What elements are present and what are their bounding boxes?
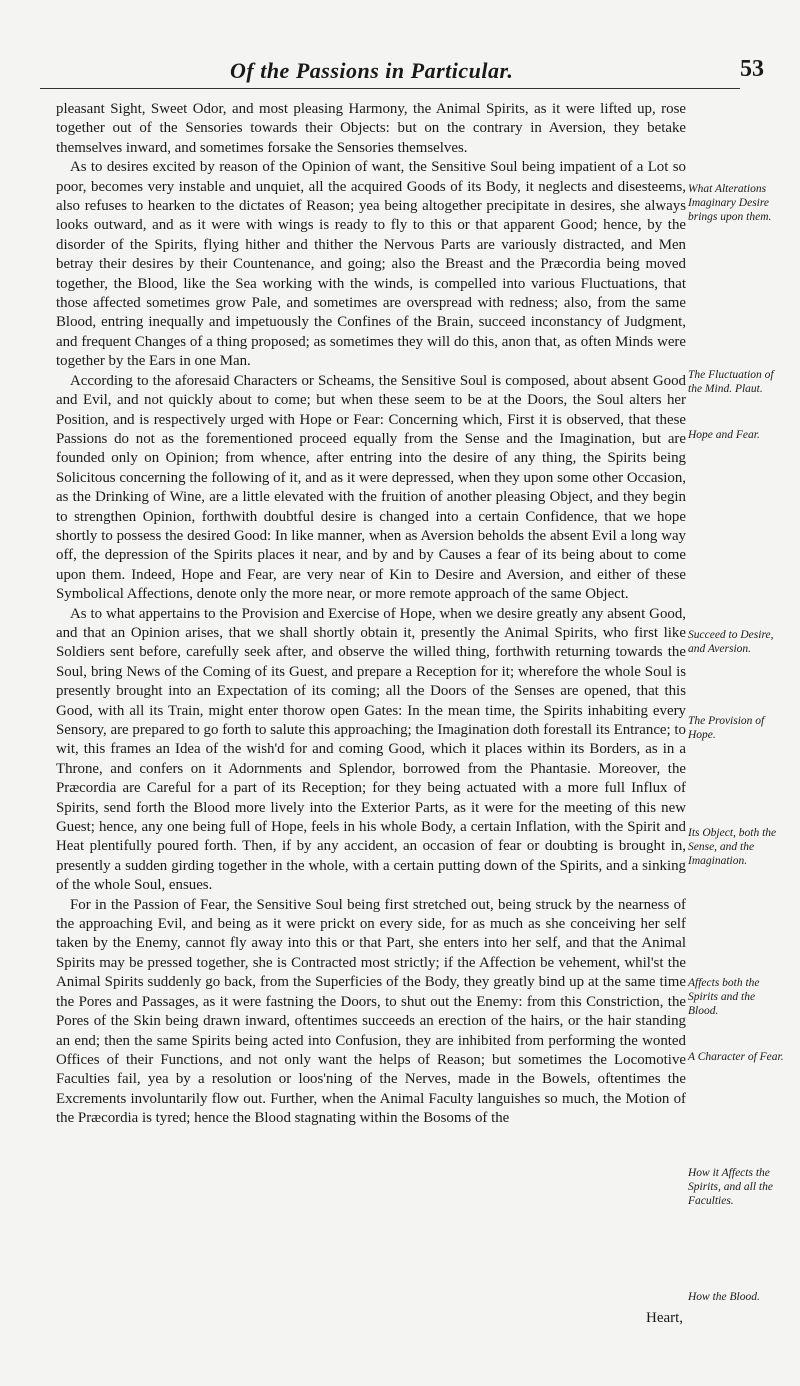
marginal-note: The Provision of Hope. xyxy=(688,715,765,741)
paragraph: According to the aforesaid Characters or Scheams, the Sensitive Soul is composed, about absent Good and Evil, and not quickly about to come; but when these seem to be at the Doors, the Soul alters her Position, and is respectively urged with Hope or Fear: Concerning which, First it is observed, that these Passions do not as the forementioned proceed equally from the Sense and the Imagination, but are founded only on Opinion; from whence, after entring into the desire of any thing, the Spirits being Solicitous concerning the following of it, and as it were depressed, when they upon some other Occasion, as the Drinking of Wine, are a little elevated with the fruition of another pleasing Object, and they begin to strengthen Opinion, forthwith doubtful desire is changed into a certain Confidence, that we hope shortly to possess the desired Good: In like manner, when as Aversion beholds the absent Evil a long way off, the depression of the Spirits places it near, and by and by Causes a fear of its being about to come upon them. Indeed, Hope and Fear, are very near of Kin to Desire and Aversion, and either of these Symbolical Affections, denote only the more near, or more remote approach of the same Object. xyxy=(56,372,686,603)
page-header xyxy=(40,58,780,88)
paragraph: As to desires excited by reason of the Opinion of want, the Sensitive Soul being impatient of a Lot so poor, becomes very instable and unquiet, all the acquired Goods of its Body, it neglects and disesteems, also refuses to hearken to the dictates of Reason; yea being altogether precipitate in desires, she always looks outward, and as it were with wings is ready to fly to this or that apparent Good; hence, by the disorder of the Spirits, flying hither and thither the Nervous Parts are variously distracted, and Men betray their desires by their Countenance, and going; also the Breast and the Præcordia being moved together, the Blood, like the Sea working with the winds, is compelled into various Fluctuations, that those affected sometimes grow Pale, and sometimes are overspread with redness; also, from the same Blood, entring inequally and impetuously the Confines of the Brain, succeed inconstancy of Judgment, and frequent Changes of a thing proposed; as sometimes they will do this, anon that, as often Minds were together by the Ears in one Man. xyxy=(56,159,686,370)
marginal-note: Hope and Fear. xyxy=(688,429,760,441)
paragraph: For in the Passion of Fear, the Sensitive Soul being first stretched out, being struck by the nearness of the approaching Evil, and being as it were prickt on every side, for as much as she conceiving her self taken by the Enemy, cannot fly away into this or that Part, she enters into her self, and that the Animal Spirits may be pressed together, she is Contracted most strictly; if the Affection be vehement, whil'st the Animal Spirits suddenly go back, from the Superficies of the Body, they greatly bind up at the same time the Pores and Passages, as it were fastning the Doors, to shut out the Enemy: from this Constriction, the Pores of the Skin being drawn inward, oftentimes succeeds an erection of the hairs, or the hair standing an end; then the same Spirits being acted into Confusion, they are inhibited from performing the wonted Offices of their Functions, and not only want the helps of Reason; but sometimes the Locomotive Faculties fail, yea by a resolution or loos'ning of the Nerves, made in the Bowels, oftentimes the Excrements involuntarily flow out. Further, when the Animal Faculty languishes so much, the Motion of the Præcordia is tyred; hence the Blood stagnating within the Bosoms of the xyxy=(56,896,686,1127)
running-title: Of the Passions in Particular. xyxy=(230,58,514,83)
catchword: Heart, xyxy=(646,1310,684,1326)
page-number: 53 xyxy=(740,56,764,82)
marginal-note: How it Affects the Spirits, and all the Faculties. xyxy=(688,1167,773,1207)
header-rule xyxy=(40,88,740,89)
paragraph: pleasant Sight, Sweet Odor, and most pleasing Harmony, the Animal Spirits, as it were lifted up, rose together out of the Sensories towards their Objects: but on the contrary in Aversion, they betake themselves inward, and sometimes forsake the Sensories themselves. xyxy=(56,101,686,156)
marginal-note: Affects both the Spirits and the Blood. xyxy=(688,977,760,1017)
main-text xyxy=(56,100,686,1330)
marginal-note: What Alterations Imaginary Desire brings upon them. xyxy=(688,183,772,223)
marginal-note: Its Object, both the Sense, and the Imagination. xyxy=(688,827,777,867)
marginal-note: The Fluctuation of the Mind. Plaut. xyxy=(688,369,774,395)
marginal-note: How the Blood. xyxy=(688,1291,760,1303)
paragraph: As to what appertains to the Provision and Exercise of Hope, when we desire greatly any absent Good, and that an Opinion arises, that we shall shortly obtain it, presently the Animal Spirits, who first like Soldiers sent before, carefully seek after, and observe the willed thing, forthwith returning towards the Soul, bring News of the Coming of its Guest, and prepare a Reception for it; wherefore the whole Soul is presently brought into an Expectation of its coming; all the Doors of the Senses are opened, that this Good, with all its Train, might enter thorow open Gates: In the mean time, the Spirits inhabiting every Sensory, are prepared to go forth to salute this approaching; the Imagination doth forestall its Entrance; to wit, this frames an Idea of the wish'd for and coming Good, which it places within its Borders, as in a Throne, and confers on it Adornments and Splendor, borrowed from the Phantasie. Moreover, the Præcordia are Careful for a part of its Reception; for they being actuated with a more full Influx of Spirits, send forth the Blood more lively into the Exterior Parts, as it were for the meeting of this new Guest; hence, any one being full of Hope, feels in his whole Body, a certain Inflation, with the Spirit and Heat plentifully poured forth. Then, if by any accident, an occasion of fear or doubting is brought in, presently a sudden girding together in the whole, with a certain putting down of the Spirits, and a sinking of the whole Soul, ensues. xyxy=(56,605,686,894)
marginal-note: A Character of Fear. xyxy=(688,1051,784,1063)
marginal-note: Succeed to Desire, and Aversion. xyxy=(688,629,774,655)
